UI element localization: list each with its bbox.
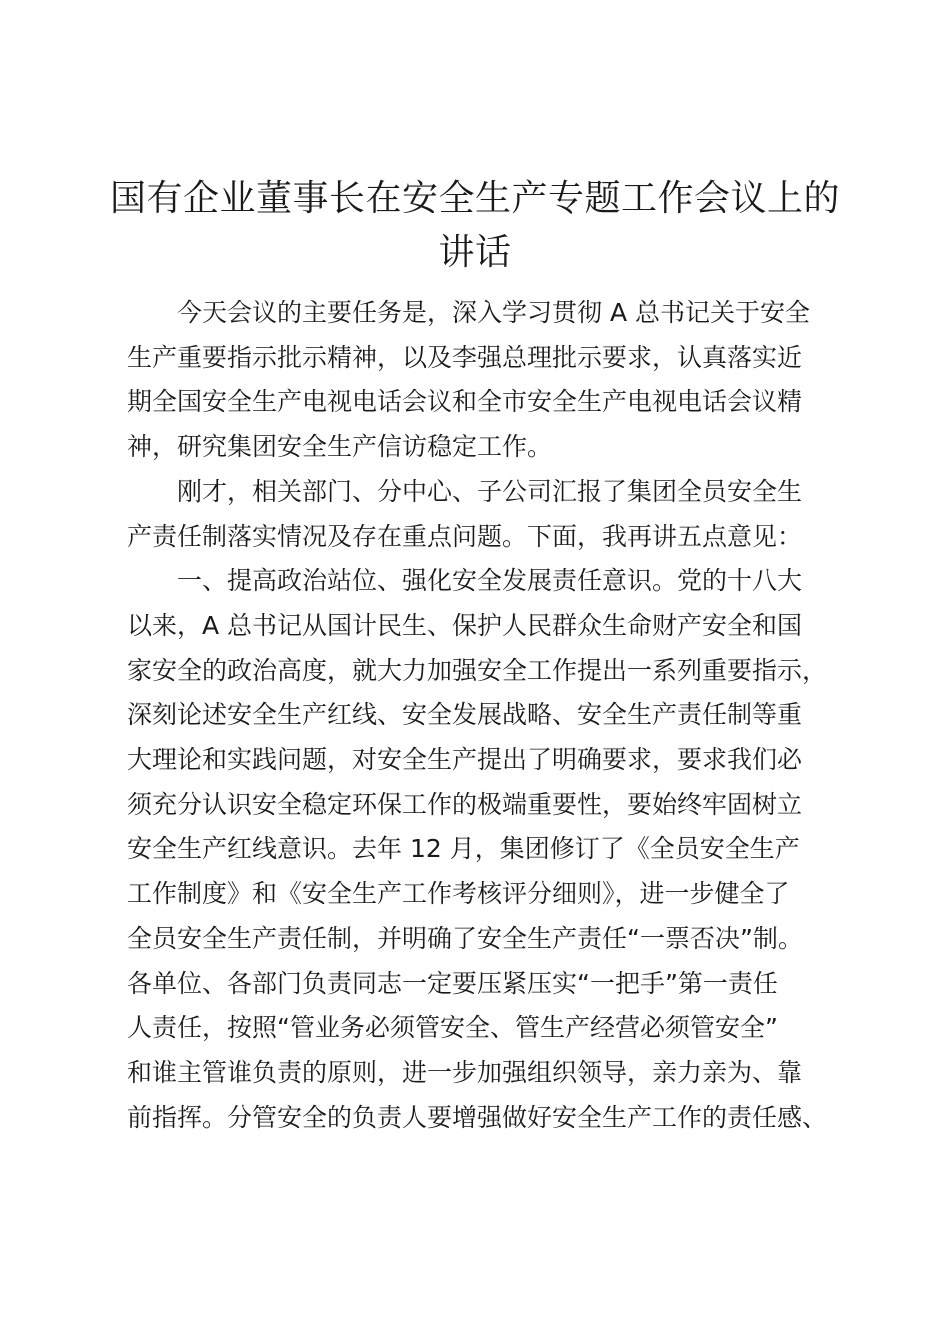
- text-line: 家安全的政治高度，就大力加强安全工作提出一系列重要指示，: [127, 655, 828, 685]
- text-line: 以来，A 总书记从国计民生、保护人民群众生命财产安全和国: [127, 610, 803, 640]
- text-line: 今天会议的主要任务是，深入学习贯彻 A 总书记关于安全: [177, 298, 810, 327]
- paragraph-reports: [127, 470, 827, 559]
- text-line: 大理论和实践问题，对安全生产提出了明确要求，要求我们必: [127, 745, 803, 775]
- text-line: 一、提高政治站位、强化安全发展责任意识。党的十八大: [177, 566, 803, 596]
- text-line: 安全生产红线意识。去年 12 月，集团修订了《全员安全生产: [127, 834, 800, 864]
- paragraph-point-one: [127, 559, 827, 1140]
- text-line: 人责任，按照“管业务必须管安全、管生产经营必须管安全”: [127, 1013, 778, 1043]
- document-title: [100, 172, 850, 280]
- text-line: 前指挥。分管安全的负责人要增强做好安全生产工作的责任感、: [127, 1102, 828, 1132]
- text-line: 深刻论述安全生产红线、安全发展战略、安全生产责任制等重: [127, 700, 803, 730]
- text-line: 工作制度》和《安全生产工作考核评分细则》，进一步健全了: [127, 879, 790, 909]
- text-line: 生产重要指示批示精神，以及李强总理批示要求，认真落实近: [127, 342, 803, 372]
- text-line: 和谁主管谁负责的原则，进一步加强组织领导，亲力亲为、靠: [127, 1057, 803, 1087]
- title-line: 讲话: [438, 232, 512, 273]
- paragraph-meeting-tasks: [127, 291, 827, 470]
- text-line: 全员安全生产责任制，并明确了安全生产责任“一票否决”制。: [127, 923, 803, 953]
- text-line: 各单位、各部门负责同志一定要压紧压实“一把手”第一责任: [127, 968, 778, 998]
- text-line: 产责任制落实情况及存在重点问题。下面，我再讲五点意见：: [127, 521, 803, 551]
- document-body: [127, 291, 827, 1140]
- text-line: 刚才，相关部门、分中心、子公司汇报了集团全员安全生: [177, 476, 803, 506]
- text-line: 须充分认识安全稳定环保工作的极端重要性，要始终牢固树立: [127, 789, 803, 819]
- title-line: 国有企业董事长在安全生产专题工作会议上的: [109, 178, 840, 219]
- text-line: 神，研究集团安全生产信访稳定工作。: [127, 432, 553, 462]
- text-line: 期全国安全生产电视电话会议和全市安全生产电视电话会议精: [127, 387, 803, 417]
